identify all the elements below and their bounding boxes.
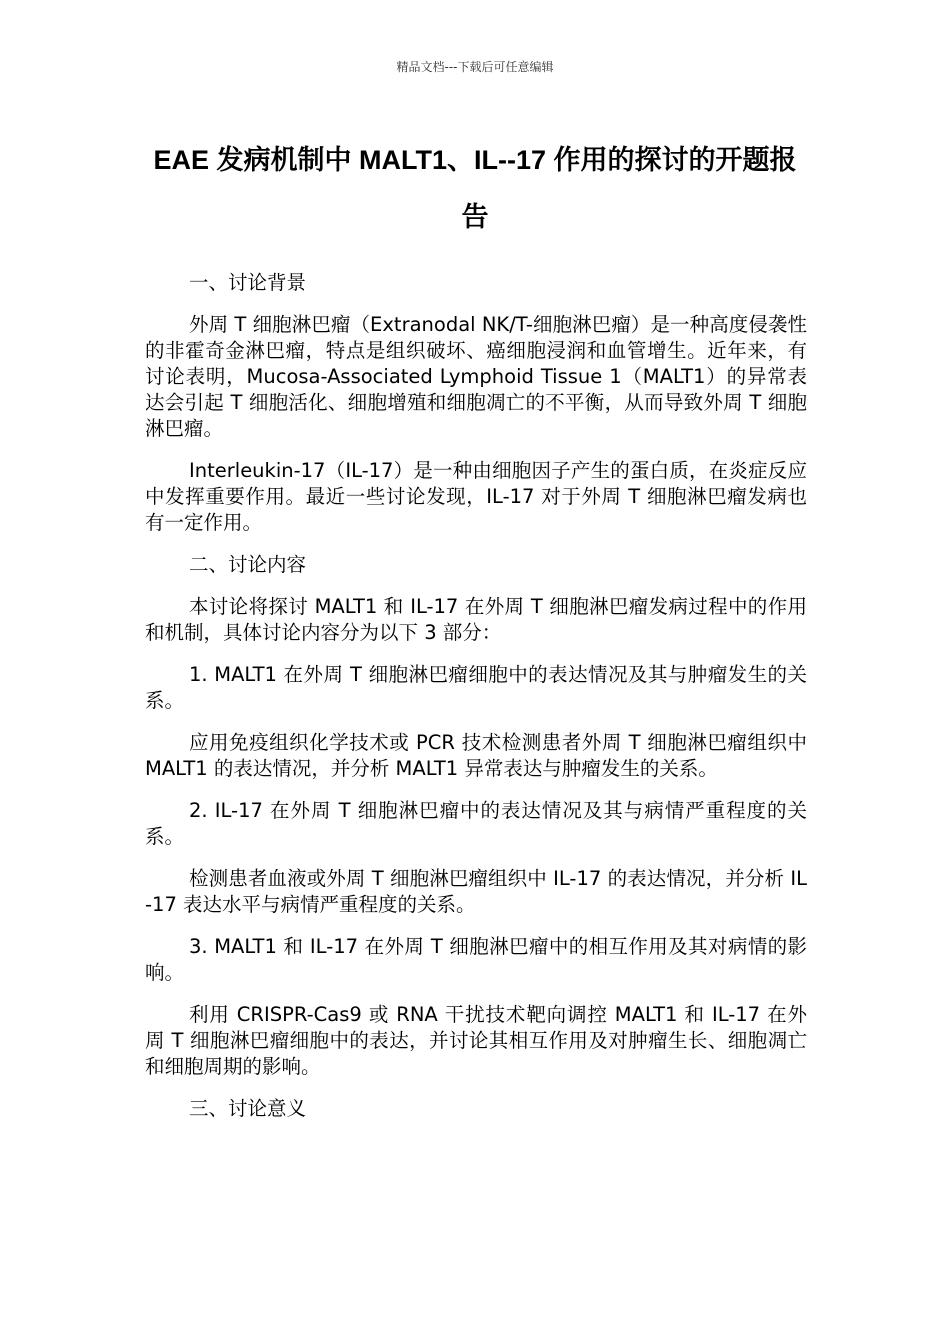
- section-heading-background: 一、讨论背景: [189, 271, 307, 294]
- section-heading-content: 二、讨论内容: [189, 553, 307, 576]
- section-heading-significance: 三、讨论意义: [189, 1097, 307, 1120]
- header-note: 精品文档---下载后可任意编辑: [396, 60, 554, 74]
- list-item: 1. MALT1 在外周 T 细胞淋巴瘤细胞中的表达情况及其与肿瘤发生的关系。: [145, 663, 807, 712]
- paragraph: 外周 T 细胞淋巴瘤（Extranodal NK/T-细胞淋巴瘤）是一种高度侵袭性的非霍奇金淋巴瘤，特点是组织破坏、癌细胞浸润和血管增生。近年来，有讨论表明，Mucosa-Associated Lymphoid Tissue 1（MALT1）的异常表达会引起 T 细胞活化、细胞增殖和细胞凋亡的不平衡，从而导致外周 T 细胞淋巴瘤。: [145, 313, 807, 440]
- list-item: 3. MALT1 和 IL-17 在外周 T 细胞淋巴瘤中的相互作用及其对病情的影响。: [145, 935, 807, 984]
- paragraph: Interleukin-17（IL-17）是一种由细胞因子产生的蛋白质，在炎症反应中发挥重要作用。最近一些讨论发现，IL-17 对于外周 T 细胞淋巴瘤发病也有一定作用。: [145, 459, 807, 534]
- document-body: [145, 270, 807, 1138]
- paragraph: 应用免疫组织化学技术或 PCR 技术检测患者外周 T 细胞淋巴瘤组织中 MALT1 的表达情况，并分析 MALT1 异常表达与肿瘤发生的关系。: [145, 731, 807, 780]
- list-item: 2. IL-17 在外周 T 细胞淋巴瘤中的表达情况及其与病情严重程度的关系。: [145, 799, 807, 848]
- paragraph: 检测患者血液或外周 T 细胞淋巴瘤组织中 IL-17 的表达情况，并分析 IL-17 表达水平与病情严重程度的关系。: [145, 867, 807, 916]
- paragraph: 本讨论将探讨 MALT1 和 IL-17 在外周 T 细胞淋巴瘤发病过程中的作用和机制，具体讨论内容分为以下 3 部分：: [145, 595, 807, 644]
- document-title: EAE 发病机制中 MALT1、IL--17 作用的探讨的开题报告: [153, 145, 797, 232]
- paragraph: 利用 CRISPR-Cas9 或 RNA 干扰技术靶向调控 MALT1 和 IL-17 在外周 T 细胞淋巴瘤细胞中的表达，并讨论其相互作用及对肿瘤生长、细胞凋亡和细胞周期的影响。: [145, 1003, 807, 1078]
